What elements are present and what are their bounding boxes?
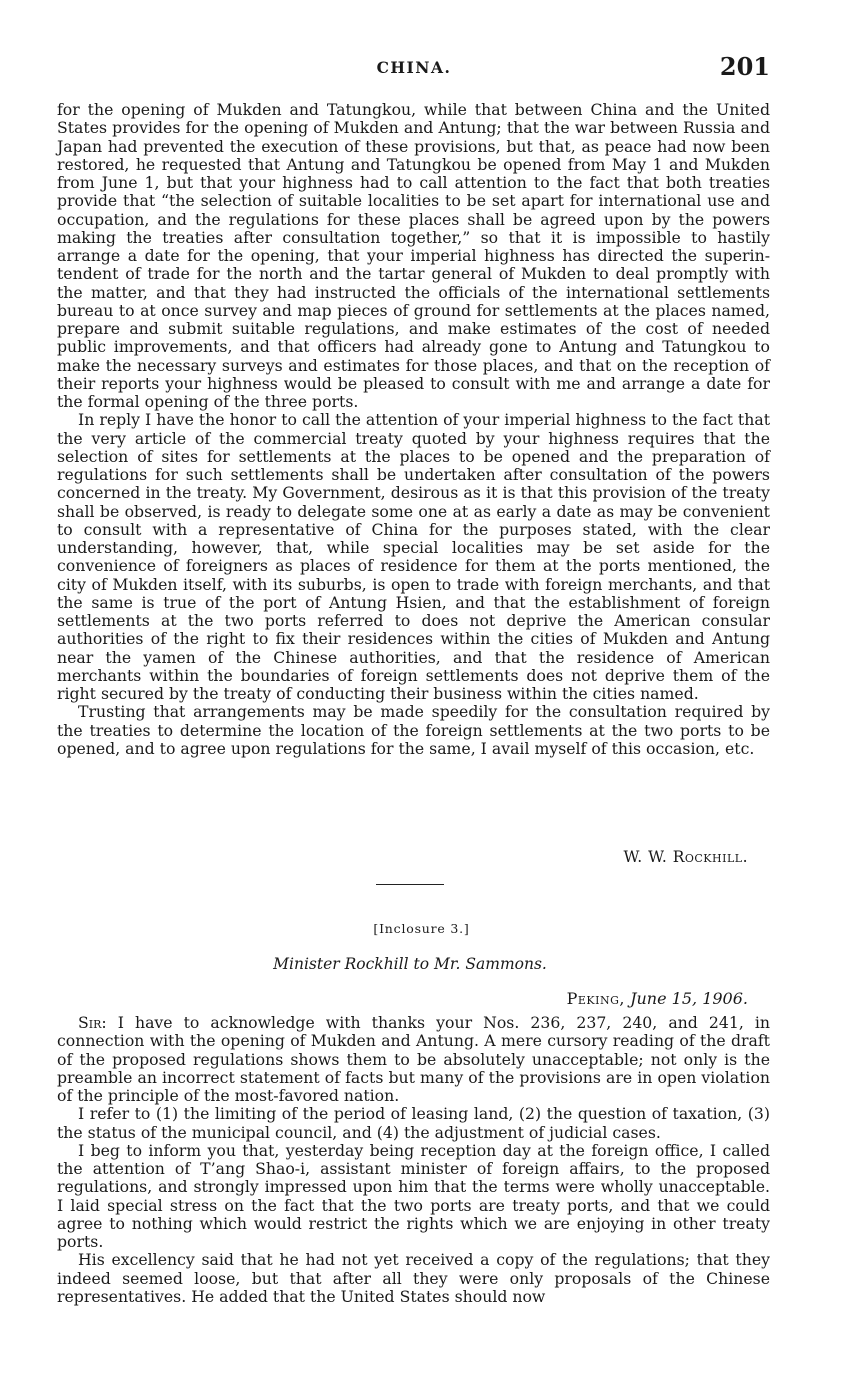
dateline-place: Peking,: [566, 989, 625, 1008]
dateline: [567, 989, 748, 1008]
paragraph-points: I refer to (1) the limiting of the period of leasing land, (2) the question of taxation, (3) the status of the municipal council, and (4) the adjustment of judicial cases.: [57, 1104, 770, 1142]
paragraph-foreign-office: I beg to inform you that, yesterday being reception day at the foreign office, I called the attention of T’ang Shao-i, assistant minister of foreign affairs, to the proposed regulations, and strongly impressed upon him that the terms were wholly unacceptable. I laid special stress on the fact that the two ports are treaty ports, and that we could agree to nothing which would restrict the rights which we are enjoying in other treaty ports.: [57, 1140, 770, 1251]
salutation: Sir:: [78, 1013, 107, 1032]
section-divider: [376, 884, 444, 885]
paragraph-reply: In reply I have the honor to call the attention of your imperial highness to the fact that the very article of the commercial treaty quoted by your highness requires that the selection of sites for settlements at the places to be opened and the preparation of regulations for such settlements shall be undertaken after consultation of the powers concerned in the treaty. My Government, desirous as it is that this provision of the treaty shall be observed, is ready to delegate some one at as early a date as may be convenient to consult with a representative of China for the purposes stated, with the clear understanding, however, that, while special localities may be set aside for the convenience of foreigners as places of residence for them at the ports mentioned, the city of Mukden itself, with its suburbs, is open to trade with foreign merchants, and that the same is true of the port of Antung Hsien, and that the establishment of foreign settlements at the two ports referred to does not deprive the American consular authorities of the right to fix their residences within the cities of Mukden and Antung near the yamen of the Chinese authorities, and that the residence of American merchants within the boundaries of foreign settlements does not deprive them of the right secured by the treaty of conducting their business within the cities named.: [57, 410, 770, 703]
signature-name: W. W. Rockhill.: [623, 848, 748, 866]
letter-body-continued: [57, 101, 770, 758]
running-head: [58, 52, 770, 82]
letter-body: [57, 1014, 770, 1306]
inclosure-label: [Inclosure 3.]: [373, 921, 470, 936]
paragraph-closing: Trusting that arrangements may be made speedily for the consultation required by the treaties to determine the location of the foreign settlements at the two ports to be opened, and to agree upon regulations for the same, I avail myself of this occasion, etc.: [57, 702, 770, 758]
paragraph-acknowledgment-text: I have to acknowledge with thanks your Nos. 236, 237, 240, and 241, in connection with the opening of Mukden and Antung. A mere cursory reading of the draft of the proposed regulations shows them to be absolutely unacceptable; not only is the preamble an incorrect statement of facts but many of the provisions are in open violation of the principle of the most-favored nation.: [57, 1013, 770, 1105]
paragraph-continued: for the opening of Mukden and Tatungkou, while that between China and the United States provides for the opening of Mukden and Antung; that the war between Russia and Japan had prevented the execution of these provisions, but that, as peace had now been restored, he requested that Antung and Tatungkou be opened from May 1 and Mukden from June 1, but that your highness had to call attention to the fact that both treaties provide that “the selection of suitable localities to be set apart for international use and occupation, and the regulations for these places shall be agreed upon by the powers making the treaties after consultation together,” so that it is impossible to hastily arrange a date for the opening, that your imperial highness has directed the superintendent of trade for the north and the tartar general of Mukden to deal promptly with the matter, and that they had instructed the officials of the international settlements bureau to at once survey and map pieces of ground for settlements at the places named, prepare and submit suitable regulations, and make estimates of the cost of needed public improvements, and that officers had already gone to Antung and Tatungkou to make the necessary surveys and estimates for those places, and that on the reception of their reports your highness would be pleased to consult with me and arrange a date for the formal opening of the three ports.: [57, 100, 770, 411]
letter-heading: Minister Rockhill to Mr. Sammons.: [273, 955, 547, 973]
page-number: 201: [719, 52, 770, 81]
running-head-title: CHINA.: [376, 58, 452, 77]
dateline-date: June 15, 1906.: [630, 989, 748, 1008]
paragraph-excellency: His excellency said that he had not yet received a copy of the regulations; that they indeed seemed loose, but that after all they were only proposals of the Chinese representatives. He added that the United States should now: [57, 1250, 770, 1306]
paragraph-acknowledgment: [57, 1014, 770, 1105]
signature: [624, 848, 748, 866]
